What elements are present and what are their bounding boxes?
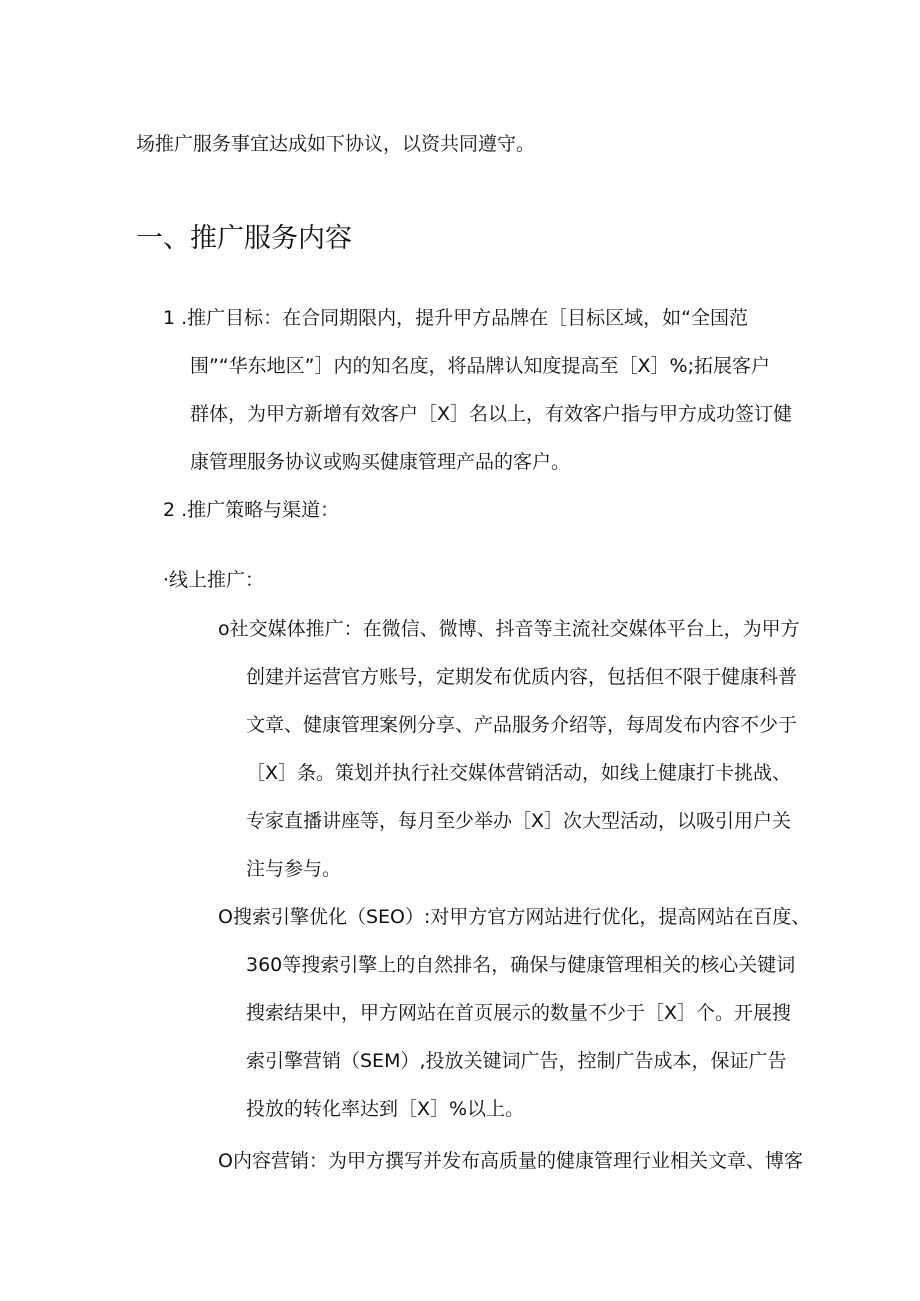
- item-1-line: 康管理服务协议或购买健康管理产品的客户。: [190, 451, 571, 473]
- intro-text: 场推广服务事宜达成如下协议，以资共同遵守。: [136, 133, 536, 155]
- item-1-line: 群体，为甲方新增有效客户［X］名以上，有效客户指与甲方成功签订健: [190, 403, 793, 425]
- seo-line: 搜索结果中，甲方网站在首页展示的数量不少于［X］个。开展搜: [246, 1002, 792, 1024]
- social-media-line: 文章、健康管理案例分享、产品服务介绍等，每周发布内容不少于: [246, 714, 798, 736]
- section-heading: 一、推广服务内容: [136, 223, 352, 254]
- social-media-line: 注与参与。: [246, 858, 342, 880]
- item-1-line: 1 .推广目标：在合同期限内，提升甲方品牌在［目标区域，如“全国范: [163, 307, 749, 329]
- item-2-title: 2 .推广策略与渠道：: [163, 499, 340, 521]
- content-marketing-line: O内容营销：为甲方撰写并发布高质量的健康管理行业相关文章、博客: [218, 1150, 803, 1172]
- seo-line: 索引擎营销（SEM）,投放关键词广告，控制广告成本，保证广告: [246, 1050, 787, 1072]
- seo-line: O搜索引擎优化（SEO）:对甲方官方网站进行优化，提高网站在百度、: [218, 906, 811, 928]
- social-media-line: o社交媒体推广：在微信、微博、抖音等主流社交媒体平台上，为甲方: [218, 618, 800, 640]
- seo-line: 投放的转化率达到［X］%以上。: [246, 1098, 525, 1120]
- online-promotion-label: ·线上推广：: [163, 569, 265, 591]
- social-media-line: 专家直播讲座等，每月至少举办［X］次大型活动，以吸引用户关: [246, 810, 792, 832]
- social-media-line: 创建并运营官方账号，定期发布优质内容，包括但不限于健康科普: [246, 666, 798, 688]
- social-media-line: ［X］条。策划并执行社交媒体营销活动，如线上健康打卡挑战、: [246, 762, 792, 784]
- item-1-line: 围”“华东地区”］内的知名度，将品牌认知度提高至［X］%;拓展客户: [190, 355, 771, 377]
- seo-line: 360等搜索引擎上的自然排名，确保与健康管理相关的核心关键词: [246, 954, 796, 976]
